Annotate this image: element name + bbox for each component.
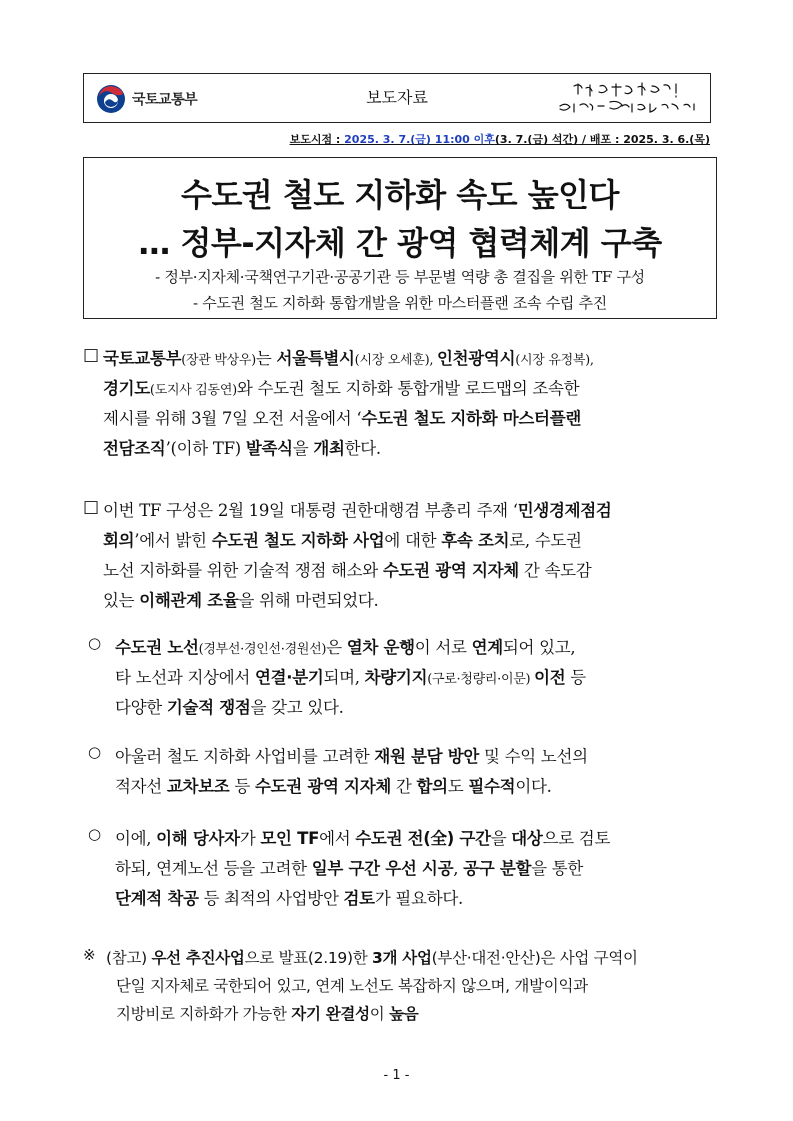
org-name: 국토교통부 [132,92,198,108]
square-bullet: □ [83,497,100,517]
title-box [83,157,717,319]
p2-line-2: 회의’에서 밝힌 수도권 철도 지하화 사업에 대한 후속 조치로, 수도권 [103,531,582,550]
p3-line-3: 다양한 기술적 쟁점을 갖고 있다. [115,698,344,717]
p4-line-1: 아울러 철도 지하화 사업비를 고려한 재원 분담 방안 및 수익 노선의 [115,747,588,766]
note-line-2: 단일 지자체로 국한되어 있고, 연계 노선도 복잡하지 않으며, 개발이익과 [116,977,588,995]
p1-line-3: 제시를 위해 3월 7일 오전 서울에서 ‘수도권 철도 지하화 마스터플랜 [103,409,581,428]
p2-line-3: 노선 지하화를 위한 기술적 쟁점 해소와 수도권 광역 지자체 간 속도감 [103,561,592,580]
main-title-line-1: 수도권 철도 지하화 속도 높인다 [181,176,619,214]
doc-type: 보도자료 [366,88,428,107]
p1-line-4: 전담조직’(이하 TF) 발족식을 개최한다. [103,439,381,458]
reference-mark: ※ [83,946,96,964]
square-bullet: □ [83,345,100,365]
p1-line-1: 국토교통부(장관 박상우)는 서울특별시(시장 오세훈), 인천광역시(시장 유정복), [103,349,594,368]
p4-line-2: 적자선 교차보조 등 수도권 광역 지자체 간 합의도 필수적이다. [115,777,552,796]
p5-line-1: 이에, 이해 당사자가 모인 TF에서 수도권 전(全) 구간을 대상으로 검토 [115,829,611,848]
subtitle-line-2: - 수도권 철도 지하화 통합개발을 위한 마스터플랜 조속 수립 추진 [193,294,607,312]
note-line-3: 지방비로 지하화가 가능한 자기 완결성이 높음 [116,1005,419,1023]
p5-line-3: 단계적 착공 등 최적의 사업방안 검토가 필요하다. [115,889,463,908]
header-box [83,73,711,123]
circle-bullet: ○ [88,634,102,652]
handwritten-slogan-icon [552,80,702,118]
p2-line-4: 있는 이해관계 조율을 위해 마련되었다. [103,591,379,610]
p3-line-2: 타 노선과 지상에서 연결·분기되며, 차량기지(구로·청량리·이문) 이전 등 [115,668,586,687]
embargo-time: 2025. 3. 7.(금) 11:00 이후 [344,133,495,146]
p5-line-2: 하되, 연계노선 등을 고려한 일부 구간 우선 시공, 공구 분할을 통한 [115,859,583,878]
slogan-signature [552,80,702,118]
release-timing: 보도시점 : 2025. 3. 7.(금) 11:00 이후(3. 7.(금) 석간) / 배포 : 2025. 3. 6.(목) [289,133,710,146]
p3-line-1: 수도권 노선(경부선·경인선·경원선)은 열차 운행이 서로 연계되어 있고, [115,638,576,657]
page-number: - 1 - [383,1068,410,1083]
subtitle-line-1: - 정부·지자체·국책연구기관·공공기관 등 부문별 역량 총 결집을 위한 TF 구성 [155,268,645,286]
note-line-1: (참고) 우선 추진사업으로 발표(2.19)한 3개 사업(부산·대전·안산)은 사업 구역이 [106,949,638,967]
main-title-line-2: … 정부-지자체 간 광역 협력체계 구축 [138,224,662,262]
circle-bullet: ○ [88,743,102,761]
circle-bullet: ○ [88,825,102,843]
p1-line-2: 경기도(도지사 김동연)와 수도권 철도 지하화 통합개발 로드맵의 조속한 [103,379,580,398]
p2-line-1: 이번 TF 구성은 2월 19일 대통령 권한대행겸 부총리 주재 ‘민생경제점검 [103,501,612,520]
